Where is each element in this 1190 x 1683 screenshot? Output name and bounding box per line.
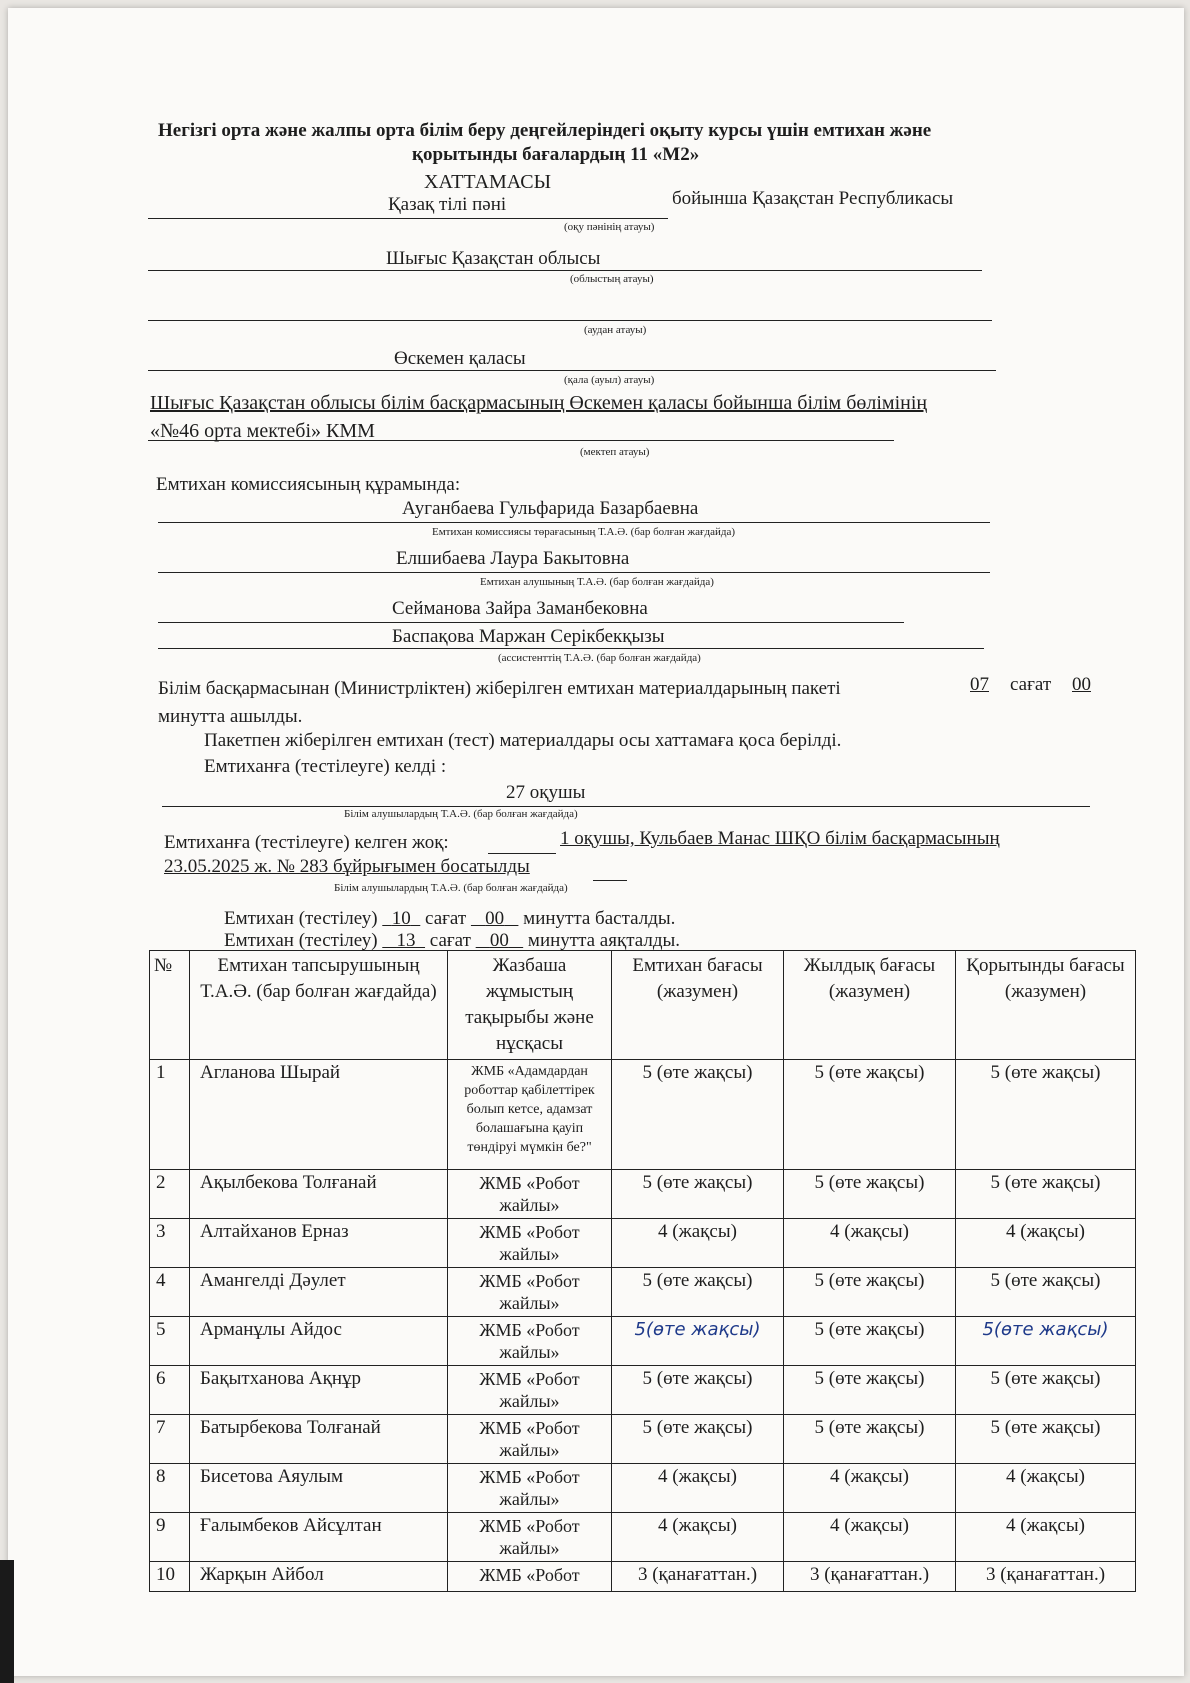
start-prefix: Емтихан (тестілеу): [224, 908, 378, 929]
end-suffix: минутта аяқталды.: [527, 930, 681, 951]
grades-table: [149, 950, 1136, 1592]
essay-topic: ЖМБ «Робот жайлы»: [448, 1464, 612, 1513]
header-exam-grade: Емтихан бағасы (жазумен): [612, 951, 784, 1060]
row-num: 10: [150, 1562, 190, 1592]
end-prefix: Емтихан (тестілеу): [224, 930, 378, 951]
exam-grade: 5 (өте жақсы): [612, 1170, 784, 1219]
subject-value: Қазақ тілі пәні: [388, 194, 507, 215]
city-underline: [148, 370, 996, 371]
essay-topic: ЖМБ «Робот жайлы»: [448, 1513, 612, 1562]
essay-topic: ЖМБ «Робот жайлы»: [448, 1415, 612, 1464]
essay-topic: ЖМБ «Робот жайлы»: [448, 1366, 612, 1415]
row-num: 2: [150, 1170, 190, 1219]
row-num: 4: [150, 1268, 190, 1317]
header-num: №: [150, 951, 190, 1060]
final-grade: 4 (жақсы): [956, 1513, 1136, 1562]
assistant-caption: (ассистенттің Т.А.Ә. (бар болған жағдайда): [498, 652, 701, 664]
row-num: 5: [150, 1317, 190, 1366]
region-caption: (облыстың атауы): [570, 273, 654, 285]
table-row: [150, 1219, 1136, 1268]
chair-caption: Емтихан комиссиясы төрағасының Т.А.Ә. (бар болған жағдайда): [432, 526, 736, 538]
package-text: Білім басқармасынан (Министрліктен) жіберілген емтихан материалдарының пакеті: [158, 678, 841, 699]
final-grade-handwritten: 5(өте жақсы): [956, 1317, 1136, 1366]
final-grade: 5 (өте жақсы): [956, 1060, 1136, 1170]
student-name: Батырбекова Толғанай: [190, 1415, 448, 1464]
essay-topic: ЖМБ «Робот жайлы»: [448, 1219, 612, 1268]
student-name: Жарқын Айбол: [190, 1562, 448, 1592]
student-name: Алтайханов Ерназ: [190, 1219, 448, 1268]
start-time-line: [224, 908, 675, 930]
absent-gap-underline: [488, 853, 556, 854]
final-grade: 4 (жақсы): [956, 1464, 1136, 1513]
start-hour: [382, 908, 420, 929]
student-name: Агланова Шырай: [190, 1060, 448, 1170]
scan-edge-shadow: [0, 1560, 14, 1683]
school-line2: «№46 орта мектебі» КММ: [150, 420, 375, 442]
chair-underline: [158, 522, 990, 523]
end-minute-value: 00: [489, 930, 509, 951]
region-underline: [148, 270, 982, 271]
examiner-name: Елшибаева Лаура Бакытовна: [396, 548, 630, 569]
header-final-grade: Қорытынды бағасы (жазумен): [956, 951, 1136, 1060]
annual-grade: 4 (жақсы): [784, 1513, 956, 1562]
exam-grade: 5 (өте жақсы): [612, 1415, 784, 1464]
final-grade: 5 (өте жақсы): [956, 1415, 1136, 1464]
arrived-caption: Білім алушылардың Т.А.Ә. (бар болған жағдайда): [344, 808, 578, 820]
package-hour: 07: [970, 674, 989, 695]
start-suffix: минутта басталды.: [523, 908, 676, 929]
exam-grade: 5 (өте жақсы): [612, 1268, 784, 1317]
essay-topic: ЖМБ «Робот жайлы»: [448, 1317, 612, 1366]
end-minute: [476, 930, 524, 951]
chair-name: Ауганбаева Гульфарида Базарбаевна: [402, 498, 699, 519]
essay-topic: ЖМБ «Робот жайлы»: [448, 1268, 612, 1317]
district-caption: (аудан атауы): [584, 324, 647, 336]
exam-grade: 4 (жақсы): [612, 1513, 784, 1562]
header-annual-grade: Жылдық бағасы (жазумен): [784, 951, 956, 1060]
end-hour: [382, 930, 425, 951]
essay-topic: ЖМБ «Робот: [448, 1562, 612, 1592]
subject-suffix: бойынша Қазақстан Республикасы: [672, 188, 954, 209]
table-row: [150, 1562, 1136, 1592]
exam-grade: 4 (жақсы): [612, 1219, 784, 1268]
annual-grade: 5 (өте жақсы): [784, 1060, 956, 1170]
final-grade: 3 (қанағаттан.): [956, 1562, 1136, 1592]
row-num: 6: [150, 1366, 190, 1415]
final-grade: 5 (өте жақсы): [956, 1170, 1136, 1219]
subject-caption: (оқу пәнінің атауы): [564, 221, 655, 233]
annual-grade: 5 (өте жақсы): [784, 1317, 956, 1366]
table-header-row: [150, 951, 1136, 1060]
commission-label: Емтихан комиссиясының құрамында:: [156, 474, 461, 495]
final-grade: 5 (өте жақсы): [956, 1268, 1136, 1317]
table-row: [150, 1513, 1136, 1562]
city-caption: (қала (ауыл) атауы): [564, 374, 655, 386]
package-attached: Пакетпен жіберілген емтихан (тест) материалдары осы хаттамаға қоса берілді.: [204, 730, 842, 751]
package-minute: 00: [1072, 674, 1091, 695]
protocol-heading: ХАТТАМАСЫ: [424, 171, 552, 193]
absent-caption: Білім алушылардың Т.А.Ә. (бар болған жағдайда): [334, 882, 568, 894]
examiner-underline: [158, 572, 990, 573]
assistant2-underline: [158, 648, 984, 649]
annual-grade: 5 (өте жақсы): [784, 1170, 956, 1219]
assistant1-name: Сейманова Зайра Заманбековна: [392, 598, 648, 619]
student-name: Бақытханова Ақнұр: [190, 1366, 448, 1415]
absent-line2-underline: [593, 880, 627, 881]
table-row: [150, 1060, 1136, 1170]
table-row: [150, 1366, 1136, 1415]
assistant2-name: Баспақова Маржан Серікбекқызы: [392, 626, 665, 647]
start-hour-word: сағат: [425, 908, 467, 929]
student-name: Амангелді Дәулет: [190, 1268, 448, 1317]
row-num: 7: [150, 1415, 190, 1464]
exam-grade: 4 (жақсы): [612, 1464, 784, 1513]
row-num: 9: [150, 1513, 190, 1562]
assistant1-underline: [158, 622, 904, 623]
package-hour-word: сағат: [1010, 674, 1052, 695]
absent-label: Емтиханға (тестілеуге) келген жоқ:: [164, 832, 449, 853]
annual-grade: 4 (жақсы): [784, 1219, 956, 1268]
header-name: Емтихан тапсырушының Т.А.Ә. (бар болған жағдайда): [190, 951, 448, 1060]
arrived-label: Емтиханға (тестілеуге) келді :: [204, 756, 447, 777]
final-grade: 4 (жақсы): [956, 1219, 1136, 1268]
annual-grade: 3 (қанағаттан.): [784, 1562, 956, 1592]
table-row: [150, 1268, 1136, 1317]
exam-grade-handwritten: 5(өте жақсы): [612, 1317, 784, 1366]
document-title-line1: Негізгі орта және жалпы орта білім беру деңгейлеріндегі оқыту курсы үшін емтихан және: [158, 120, 932, 141]
row-num: 8: [150, 1464, 190, 1513]
table-row: [150, 1464, 1136, 1513]
student-name: Ақылбекова Толғанай: [190, 1170, 448, 1219]
table-row: [150, 1170, 1136, 1219]
absent-line2: 23.05.2025 ж. № 283 бұйрығымен босатылды: [164, 856, 530, 877]
row-num: 1: [150, 1060, 190, 1170]
exam-grade: 3 (қанағаттан.): [612, 1562, 784, 1592]
annual-grade: 5 (өте жақсы): [784, 1366, 956, 1415]
city-value: Өскемен қаласы: [394, 348, 526, 369]
region-value: Шығыс Қазақстан облысы: [386, 248, 601, 269]
package-tail: минутта ашылды.: [158, 706, 303, 727]
start-hour-value: 10: [391, 908, 411, 929]
row-num: 3: [150, 1219, 190, 1268]
district-underline: [148, 320, 992, 321]
arrived-value: 27 оқушы: [506, 782, 586, 803]
table-row: [150, 1415, 1136, 1464]
student-name: Арманұлы Айдос: [190, 1317, 448, 1366]
student-name: Ғалымбеков Айсұлтан: [190, 1513, 448, 1562]
end-time-line: [224, 930, 680, 952]
school-caption: (мектеп атауы): [580, 446, 650, 458]
header-topic: Жазбаша жұмыстың тақырыбы және нұсқасы: [448, 951, 612, 1060]
annual-grade: 4 (жақсы): [784, 1464, 956, 1513]
arrived-underline: [162, 806, 1090, 807]
annual-grade: 5 (өте жақсы): [784, 1268, 956, 1317]
final-grade: 5 (өте жақсы): [956, 1366, 1136, 1415]
end-hour-value: 13: [396, 930, 416, 951]
examiner-caption: Емтихан алушының Т.А.Ә. (бар болған жағдайда): [480, 576, 714, 588]
annual-grade: 5 (өте жақсы): [784, 1415, 956, 1464]
essay-topic: ЖМБ «Робот жайлы»: [448, 1170, 612, 1219]
subject-underline: [148, 218, 668, 219]
start-minute: [471, 908, 519, 929]
exam-grade: 5 (өте жақсы): [612, 1060, 784, 1170]
absent-value: 1 оқушы, Кульбаев Манас ШҚО білім басқармасының: [560, 828, 1000, 849]
table-row: [150, 1317, 1136, 1366]
exam-grade: 5 (өте жақсы): [612, 1366, 784, 1415]
end-hour-word: сағат: [429, 930, 471, 951]
document-page: [8, 8, 1184, 1676]
school-line1: Шығыс Қазақстан облысы білім басқармасының Өскемен қаласы бойынша білім бөлімінің: [150, 392, 928, 414]
essay-topic: ЖМБ «Адамдардан роботтар қабілеттірек болып кетсе, адамзат болашағына қауіп төндіруі мүмкін бе?": [448, 1060, 612, 1170]
document-title-line2: қорытынды бағалардың 11 «М2»: [412, 144, 700, 165]
student-name: Бисетова Аяулым: [190, 1464, 448, 1513]
start-minute-value: 00: [485, 908, 505, 929]
